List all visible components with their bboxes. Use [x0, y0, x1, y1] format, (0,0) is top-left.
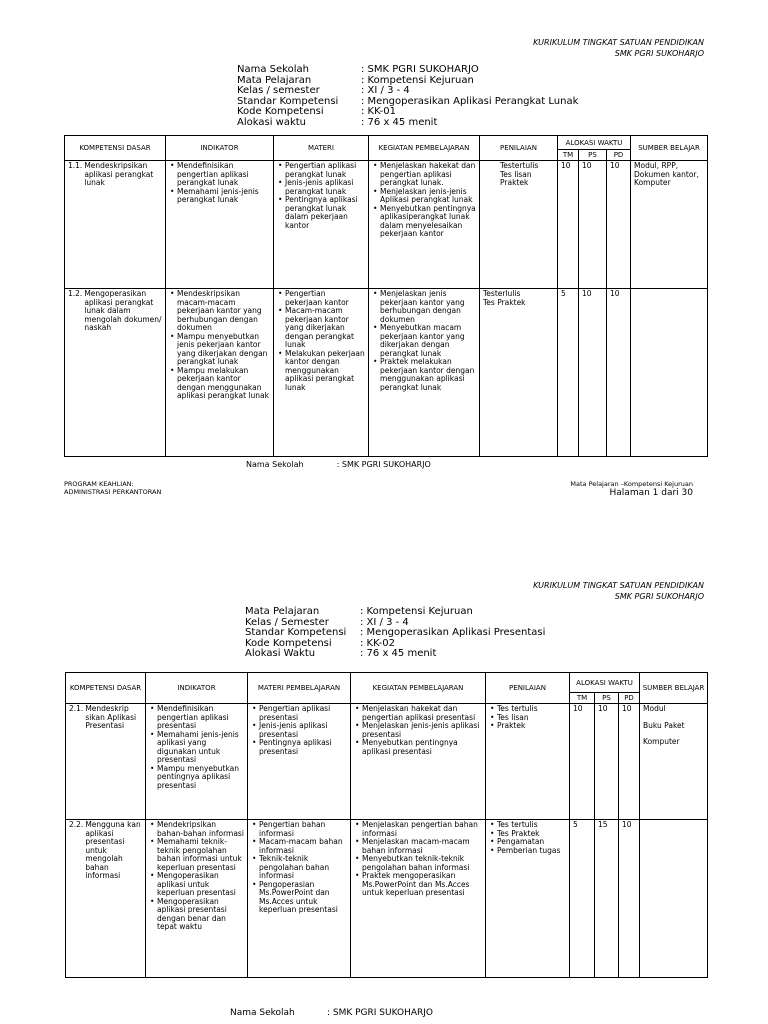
info-value: : XI / 3 - 4 — [360, 616, 409, 628]
list-item: • Menjelaskan jenis-jenis Aplikasi perangkat lunak — [380, 188, 476, 205]
col-sumber-belajar: SUMBER BELAJAR — [631, 136, 708, 161]
col-tm: TM — [558, 150, 579, 161]
list-item: • Memahami jenis-jenis perangkat lunak — [177, 188, 270, 205]
tm-cell: 5 — [570, 820, 595, 978]
tm-cell: 5 — [558, 289, 579, 457]
penilaian-item: Testerlulis — [483, 289, 521, 298]
ps-cell: 10 — [579, 161, 607, 289]
info-value: : SMK PGRI SUKOHARJO — [327, 1008, 434, 1018]
kd-cell — [65, 161, 166, 289]
info-value: : Kompetensi Kejuruan — [360, 606, 473, 617]
col-kompetensi-dasar: KOMPETENSI DASAR — [66, 673, 146, 704]
pd-cell: 10 — [619, 704, 640, 820]
list-item: • Macam-macam bahan informasi — [259, 838, 347, 855]
list-item: • Mampu menyebutkan pentingnya aplikasi presentasi — [157, 765, 244, 791]
list-item: • Praktek melakukan pekerjaan kantor dengan menggunakan aplikasi perangkat lunak — [380, 358, 476, 392]
curriculum-title: KURIKULUM TINGKAT SATUAN PENDIDIKAN — [533, 38, 704, 47]
indikator-cell — [146, 704, 248, 820]
list-item: • Menjelaskan macam-macam bahan informasi — [362, 838, 482, 855]
info-label: Kelas / semester — [237, 85, 320, 96]
col-sumber-belajar: SUMBER BELAJAR — [640, 673, 708, 704]
list-item: • Tes Praktek — [497, 830, 566, 839]
list-item: • Pengoperasian Ms.PowerPoint dan Ms.Acces untuk keperluan presentasi — [259, 881, 347, 915]
list-item: • Menyebutkan pentingnya aplikasi presentasi — [362, 739, 482, 756]
table-row — [65, 161, 708, 289]
indikator-cell — [166, 161, 274, 289]
page1-syllabus-table — [64, 135, 708, 457]
list-item: • Pemberian tugas — [497, 847, 566, 856]
info-value: : KK-02 — [360, 637, 395, 649]
kegiatan-cell — [369, 289, 480, 457]
list-item: • Menjelaskan jenis-jenis aplikasi presentasi — [362, 722, 482, 739]
info-label: Alokasi Waktu — [245, 648, 316, 659]
pd-cell: 10 — [607, 161, 631, 289]
pd-cell: 10 — [619, 820, 640, 978]
list-item: • Mengoperasikan aplikasi presentasi dengan benar dan tepat waktu — [157, 898, 244, 932]
kegiatan-cell — [351, 704, 486, 820]
col-tm: TM — [570, 693, 595, 704]
page-number: Halaman 1 dari 30 — [609, 488, 693, 498]
page2-info-block — [245, 607, 545, 660]
list-item: • Teknik-teknik pengolahan bahan informasi — [259, 855, 347, 881]
list-item: • Menjelaskan hakekat dan pengertian aplikasi perangkat lunak. — [380, 162, 476, 188]
table-row — [66, 820, 708, 978]
info-label: Standar Kompetensi — [245, 627, 347, 638]
page2-bottom-school — [230, 1008, 433, 1018]
list-item: • Jenis-jenis aplikasi perangkat lunak — [285, 179, 365, 196]
kd-number: 1.2. — [68, 289, 83, 298]
page2-header — [533, 580, 704, 602]
indikator-cell — [166, 289, 274, 457]
list-item: • Pengertian aplikasi perangkat lunak — [285, 162, 365, 179]
list-item: • Tes tertulis — [497, 821, 566, 830]
col-pd: PD — [619, 693, 640, 704]
info-label: Nama Sekolah — [237, 64, 309, 75]
info-label: Alokasi waktu — [237, 116, 307, 128]
sumber-item: Komputer — [643, 737, 680, 746]
sumber-cell: Modul, RPP, Dokumen kantor, Komputer — [631, 161, 708, 289]
list-item: • Menyebutkan teknik-teknik pengolahan bahan informasi — [362, 855, 482, 872]
ps-cell: 15 — [595, 820, 619, 978]
col-alokasi-waktu: ALOKASI WAKTU — [558, 136, 631, 150]
list-item: • Menyebutkan pentingnya aplikasiperangkat lunak dalam menyelesaikan pekerjaan kantor — [380, 205, 476, 239]
page1-header — [533, 37, 704, 59]
info-value: : 76 x 45 menit — [361, 116, 438, 128]
ps-cell: 10 — [579, 289, 607, 457]
footer-program — [64, 480, 161, 496]
col-indikator: INDIKATOR — [166, 136, 274, 161]
list-item: • Melakukan pekerjaan kantor dengan menggunakan aplikasi perangkat lunak — [285, 350, 365, 393]
info-value: : SMK PGRI SUKOHARJO — [361, 64, 479, 75]
penilaian-item: Testertulis — [500, 161, 539, 170]
penilaian-item: Tes lisan — [500, 169, 532, 179]
info-value: : Mengoperasikan Aplikasi Presentasi — [360, 627, 546, 638]
col-materi: MATERI PEMBELAJARAN — [248, 673, 351, 704]
list-item: • Pengamatan — [497, 838, 566, 847]
list-item: • Tes lisan — [497, 714, 566, 723]
footer-program-value: ADMINISTRASI PERKANTORAN — [64, 488, 162, 496]
list-item: • Pentingnya aplikasi presentasi — [259, 739, 347, 756]
col-kegiatan: KEGIATAN PEMBELAJARAN — [369, 136, 480, 161]
info-label: Kode Kompetensi — [245, 637, 332, 649]
materi-cell — [274, 161, 369, 289]
penilaian-cell — [480, 161, 558, 289]
info-value: : Mengoperasikan Aplikasi Perangkat Lunak — [361, 95, 579, 107]
ps-cell: 10 — [595, 704, 619, 820]
list-item: • Menjelaskan pengertian bahan informasi — [362, 821, 482, 838]
sumber-item: Modul — [643, 704, 666, 713]
list-item: • Pengertian pekerjaan kantor — [285, 290, 365, 307]
col-ps: PS — [595, 693, 619, 704]
sumber-cell — [640, 704, 708, 820]
col-materi: MATERI — [274, 136, 369, 161]
info-label: Nama Sekolah — [230, 1008, 295, 1018]
col-indikator: INDIKATOR — [146, 673, 248, 704]
list-item: • Praktek — [497, 722, 566, 731]
info-value: : 76 x 45 menit — [360, 648, 437, 659]
list-item: • Menyebutkan macam pekerjaan kantor yang dikerjakan dengan perangkat lunak — [380, 324, 476, 358]
overflow-school-line: Nama Sekolah : SMK PGRI SUKOHARJO — [246, 460, 431, 469]
page2-syllabus-table — [65, 672, 708, 978]
info-value: : KK-01 — [361, 106, 396, 117]
list-item: • Pengertian bahan informasi — [259, 821, 347, 838]
school-title: SMK PGRI SUKOHARJO — [614, 592, 704, 601]
info-label: Kode Kompetensi — [237, 106, 324, 117]
footer-page-info — [570, 480, 693, 499]
kd-cell — [66, 704, 146, 820]
sumber-cell — [640, 820, 708, 978]
list-item: • Mendeskripsikan macam-macam pekerjaan kantor yang berhubungan dengan dokumen — [177, 290, 270, 333]
footer-program-label: PROGRAM KEAHLIAN: — [64, 480, 134, 488]
page1-info-block — [237, 65, 578, 128]
col-pd: PD — [607, 150, 631, 161]
penilaian-item: Praktek — [500, 178, 529, 187]
list-item: • Memahami jenis-jenis aplikasi yang digunakan untuk presentasi — [157, 731, 244, 765]
list-item: • Menjelaskan hakekat dan pengertian aplikasi presentasi — [362, 705, 482, 722]
list-item: • Tes tertulis — [497, 705, 566, 714]
list-item: • Mendefinisikan pengertian aplikasi perangkat lunak — [177, 162, 270, 188]
col-kegiatan: KEGIATAN PEMBELAJARAN — [351, 673, 486, 704]
info-label: Standar Kompetensi — [237, 95, 339, 107]
list-item: • Mengoperasikan aplikasi untuk keperluan presentasi — [157, 872, 244, 898]
info-label: Mata Pelajaran — [245, 606, 320, 617]
list-item: • Menjelaskan jenis pekerjaan kantor yang berhubungan dengan dokumen — [380, 290, 476, 324]
kd-text: Mengoperasikan aplikasi perangkat lunak dalam mengolah dokumen/ naskah — [84, 289, 162, 332]
penilaian-item: Tes Praktek — [483, 297, 526, 307]
col-penilaian: PENILAIAN — [480, 136, 558, 161]
kd-number: 2.2. — [69, 820, 84, 829]
info-label: Kelas / Semester — [245, 616, 329, 628]
list-item: • Macam-macam pekerjaan kantor yang dikerjakan dengan perangkat lunak — [285, 307, 365, 350]
kd-text: Mendeskripsikan aplikasi perangkat lunak — [84, 161, 154, 187]
kd-cell — [66, 820, 146, 978]
list-item: • Mampu melakukan pekerjaan kantor dengan menggunakan aplikasi perangkat lunak — [177, 367, 270, 401]
table-row — [66, 704, 708, 820]
tm-cell: 10 — [558, 161, 579, 289]
list-item: • Pengertian aplikasi presentasi — [259, 705, 347, 722]
kegiatan-cell — [369, 161, 480, 289]
indikator-cell — [146, 820, 248, 978]
sumber-cell — [631, 289, 708, 457]
col-penilaian: PENILAIAN — [486, 673, 570, 704]
info-value: : Kompetensi Kejuruan — [361, 74, 474, 86]
kd-cell — [65, 289, 166, 457]
penilaian-cell — [486, 820, 570, 978]
list-item: • Pentingnya aplikasi perangkat lunak dalam pekerjaan kantor — [285, 196, 365, 230]
kd-text: Mendeskrip sikan Aplikasi Presentasi — [85, 704, 137, 730]
info-value: : XI / 3 - 4 — [361, 85, 410, 96]
list-item: • Memahami teknik-teknik pengolahan bahan informasi untuk keperluan presentasi — [157, 838, 244, 872]
tm-cell: 10 — [570, 704, 595, 820]
footer-subject: Mata Pelajaran –Kompetensi Kejuruan — [570, 480, 693, 488]
col-alokasi-waktu: ALOKASI WAKTU — [570, 673, 640, 693]
materi-cell — [248, 820, 351, 978]
list-item: • Mendekripsikan bahan-bahan informasi — [157, 821, 244, 838]
materi-cell — [248, 704, 351, 820]
penilaian-cell — [486, 704, 570, 820]
info-label: Mata Pelajaran — [237, 74, 312, 86]
materi-cell — [274, 289, 369, 457]
school-title: SMK PGRI SUKOHARJO — [614, 49, 704, 58]
list-item: • Mampu menyebutkan jenis pekerjaan kantor yang dikerjakan dengan perangkat lunak — [177, 333, 270, 367]
table-row — [65, 289, 708, 457]
pd-cell: 10 — [607, 289, 631, 457]
list-item: • Mendefinisikan pengertian aplikasi presentasi — [157, 705, 244, 731]
col-ps: PS — [579, 150, 607, 161]
kd-text: Mengguna kan aplikasi presentasi untuk mengolah bahan informasi — [85, 820, 141, 880]
list-item: • Jenis-jenis aplikasi presentasi — [259, 722, 347, 739]
kegiatan-cell — [351, 820, 486, 978]
penilaian-cell — [480, 289, 558, 457]
col-kompetensi-dasar: KOMPETENSI DASAR — [65, 136, 166, 161]
list-item: • Praktek mengoperasikan Ms.PowerPoint dan Ms.Acces untuk keperluan presentasi — [362, 872, 482, 898]
sumber-item: Buku Paket — [643, 720, 685, 730]
kd-number: 1.1. — [68, 161, 83, 170]
curriculum-title: KURIKULUM TINGKAT SATUAN PENDIDIKAN — [533, 581, 704, 590]
kd-number: 2.1. — [69, 704, 84, 713]
